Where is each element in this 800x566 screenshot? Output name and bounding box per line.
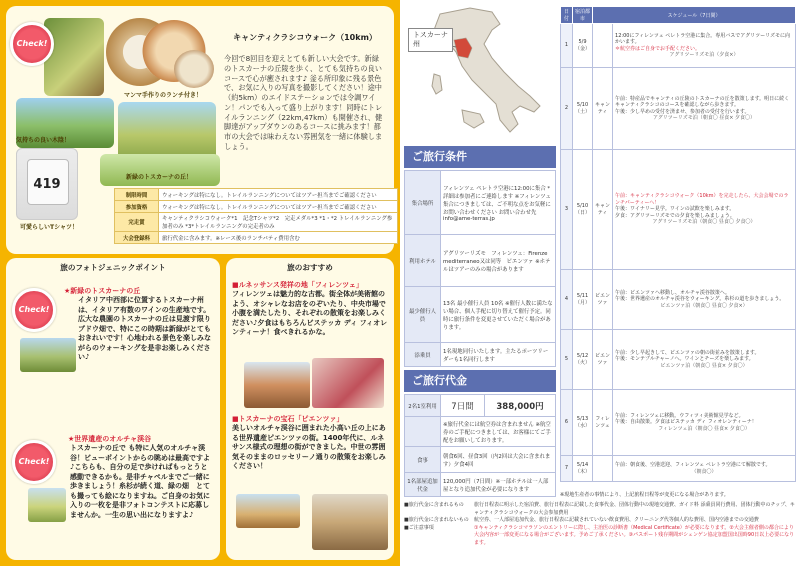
steak-photo [312,358,384,408]
tuscany-label: トスカーナ 州 [408,28,453,52]
vineyard-photo [44,18,104,96]
list-item: ■ご注意事項 ①キャンティクラシコマラソンのエントリーに際し、主治医の診断書（Medical Certificate）が必要になります。②大会主催者側の都合により大会内容が一部変更になる場合がございます。予めご了承ください。③パスポート残存期間がシェンゲン協定加盟国出国時90日以上必要になります。 [404,524,795,546]
table-row: 2名1室利用 7日間 388,000円 [405,395,556,417]
table-row: 食事 朝食6回、昼食3回（内2回は大会に含まれます）夕食4回 [405,447,556,473]
caption-shade: 気持ちの良い木陰！ [16,137,71,144]
tuscany-hill-photo [20,338,76,372]
tshirt-photo [16,148,78,220]
table-row: 2 5/10（土） キャンティ 午前：特産品でキャンティの丘陵のトスカーナの丘を散策します。明日に続くキャンティクラシコのコースを確認しながら歩きます。 午後：少し早めの受付を済ませ、参加者の受付を行います。 アグリツーリズモ泊（朝食〇 昼食× 夕食〇） [561,68,796,150]
tour-notes [404,502,796,547]
chapel-photo [28,488,66,522]
table-row: 添乗員 1名現地同行いたします。主たるポーツリーダーも1名同行します [405,343,556,367]
check-badge: Check! [10,22,54,66]
pienza-photo [236,494,300,528]
table-row: 1名部屋追加代金 120,000円（7日間）※一部ホテルは一人部屋となり追加代金が必要になります [405,473,556,497]
check-badge: Check! [12,440,56,484]
spot2-heading: ★世界遺産のオルチャ渓谷 [68,435,152,443]
table-row: 完走賞 キャンティクラシコウォーク*1 記念Tシャツ*2 完走メダル*3 *1・*2 トレイルランニング参加者のみ *3*トレイルランニングの完走者のみ [115,213,398,232]
pienza-street-photo [312,494,388,550]
walk-description: 今回で8回目を迎えとても新しい大会です。新緑のトスカーナの丘陵を歩く、とても気持ちの良いコースで心が癒されます♪ 釜る所印象に残る景色で、お気に入りの写真を撮影してください！途中（約5km）のエイドステーションでは令調ワイン！パンでも入って盛り上がります！同時にトレイルランニング（22km,47km）も開催され、健脚達がアップダウンのあるコースに挑みます！都市の大会では味わえない雰囲気を一緒に体験しましょう。 [224,54,383,152]
bread-photo [174,50,214,88]
spot1-heading: ★新緑のトスカーナの丘 [64,287,141,295]
schedule-header: 日付 宿泊都市 スケジュール（7日間） [561,7,796,24]
price-title: ご旅行代金 [404,370,556,392]
finish-photo [100,154,220,186]
table-row: 3 5/10（日） キャンティ 午前：キャンティクラシコウォーク（10km）を完走したら、大会会場でのランチパーティーへ！ 午後：ワイナリー見学。ワインの試飲を楽しみます。 夕食：アグリツーリズモでの夕食を楽しみましょう。 アグリツーリズモ泊（朝食〇 昼食〇 夕食〇） [561,150,796,270]
recommend-panel [226,258,394,560]
walk-panel [6,6,394,254]
table-row: 7 5/14（木） 午前：朝食後、空港送迎、フィレンツェ ペレトラ空港にて解散です。 （朝食〇） [561,456,796,482]
right-page [400,0,800,566]
check-badge: Check! [12,288,56,332]
table-row: ※旅行代金には航空券は含まれません ※航空券のご手配につきましては、お客様にてご手配をお願いしております。 [405,417,556,447]
florence-photo [244,362,310,408]
caption-finish: 新緑のトスカーナの丘！ [126,174,192,181]
conditions-title: ご旅行条件 [404,146,556,168]
table-row: 利用ホテル アグリツーリズモ フィレンツェ：Firenze mediterraneo又は同等 ピエンツァ ※ホテルはツアーのみの場合があります [405,235,556,287]
rec1-heading: ■ルネッサンス発祥の地「フィレンツェ」 [232,281,363,289]
table-row: 最少催行人員 13名 最小催行人員 10名 ※催行人数に満たない場合、個人手配に切り替えて催行予定。同時に旅行条件を変更させていただく場合があります。 [405,287,556,343]
table-row: 6 5/13（水） フィレンツェ 午前：フィレンツェに移動。ウフィツィ美術館見学など。 午後：自由散策。夕食はビステッカ ディ フィオレンティーナ！ フィレンツェ泊（朝食〇 昼食× 夕食〇） [561,390,796,456]
table-row: 集合場所 フィレンツェ ペレトラ空港に12:00に集合 *詳細は参加者にご連絡します ※フィレンツェ集合につきましては、ご不明な点をお気軽にお問い合わせください お問い合わせ先 info@ame-terras.jp [405,171,556,235]
rec1-text: フィレンツェは魅力的な古都。街全体が美術館のよう、オシャレなお店をのぞいたり、中央市場で小腹を満たしたり、それぞれの散策をお楽しみください♪夕食はもちろんビステッカ ディ フィオレンティーナ！食べきれるかな。 [232,290,388,337]
table-row: 大会登録料 旅行代金に含みます。※レース後のランチバティ費用含む [115,232,398,244]
table-row: 1 5/9（金） 12:00にフィレンツェ ペレトラ空港に集合。専用バスでアグリツーリズモに向かいます。 ＊航空券はご自身でお手配ください。 アグリツーリズモ泊（夕食×） [561,24,796,68]
table-row: 参加資格 ウォーキングは特になし。トレイルランニングについてはツアー担当までご確認ください [115,201,398,213]
photogenic-panel [6,258,220,560]
conditions-table [404,170,556,367]
table-row: 5 5/12（火） ピエンツァ 午前：少し早起きして、ピエンツァの朝の街並みを散策します。 午後：モンテプルチャーノへ。ワインとチーズを楽しみます。 ピエンツァ泊（朝食〇 昼食× 夕食〇） [561,330,796,390]
schedule-footnote: ※現地生産者の事情により、上記旅程日程等が変更になる場合があります。 [560,492,729,498]
rec2-text: 美しいオルチャ渓谷に囲まれた小高い丘の上にある世界遺産ピエンツァの街。1400年代に、ルネサンス様式の理想の街ができました。中世の雰囲気そのままのロッセリーノ通りの散策をお楽しみください！ [232,424,386,471]
walk-title: キャンティクラシコウォーク（10km） [233,33,377,42]
caption-shirt: 可愛らしいTシャツ！ [20,224,78,231]
bib-number: 419 [33,177,61,192]
caption-mamma: マンマ手作りのランチ付き！ [124,92,203,99]
recommend-title: 旅のおすすめ [287,263,333,272]
rec2-heading: ■トスカーナの宝石「ピエンツァ」 [232,415,344,423]
table-row: 制限時間 ウォーキングは特になし。トレイルランニングについてはツアー担当までご確認ください [115,189,398,201]
race-info-table [114,188,398,244]
italy-map [400,0,546,140]
photogenic-title: 旅のフォトジェニックポイント [60,263,166,272]
list-item: ■旅行代金に含まれるもの 旅行日程表に明示した宿泊費、旅行日程表に記載した食事代金、団体行動中の現地交通費、ガイド料 添乗員同行費用、団体行動中のチップ、キャンティクラシコウォークの大会参加費用 [404,502,795,516]
price-table [404,394,556,497]
spot1-text: イタリア中西部に位置するトスカーナ州は、イタリア有数のワインの生産地です。広大な農園のトスカーナの丘は見渡す限りブドウ畑で、特にこの時期は新緑がとてもおきれいです！心地われる景色を楽しみながらのウォーキングを是非お楽しみください♪ [78,296,211,362]
list-item: ■旅行代金に含まれないもの 航空券、一人部屋追加代金、旅行日程表に記載されていない飲食費用、クリーニング代等個人的な費用、国内空港までの交通費 [404,517,759,523]
schedule-table [560,6,796,482]
table-row: 4 5/11（月） ピエンツァ 午前：ピエンツァへ移動し、オルチャ渓谷散策へ。 午後：世界遺産のオルチャ渓谷をウォーキング。糸杉の道を歩きましょう。 ピエンツァ泊（朝食〇 昼食〇 夕食×） [561,270,796,330]
spot2-text: トスカーナの丘で も特に人気のオルチャ渓谷！ビューポイントからの眺めは最高ですよ♪こちらも、自分の足で歩ければもっとうと感動できるかも。是非チャペルまでご一緒に歩きましょう！糸杉が続く道、緑の畑 とても撮っても絵になりますね。ご自身のお気に入りの一枚を是非フォトコンテストに応募しませんか。一生の思い出になりますよ♪ [70,444,210,519]
